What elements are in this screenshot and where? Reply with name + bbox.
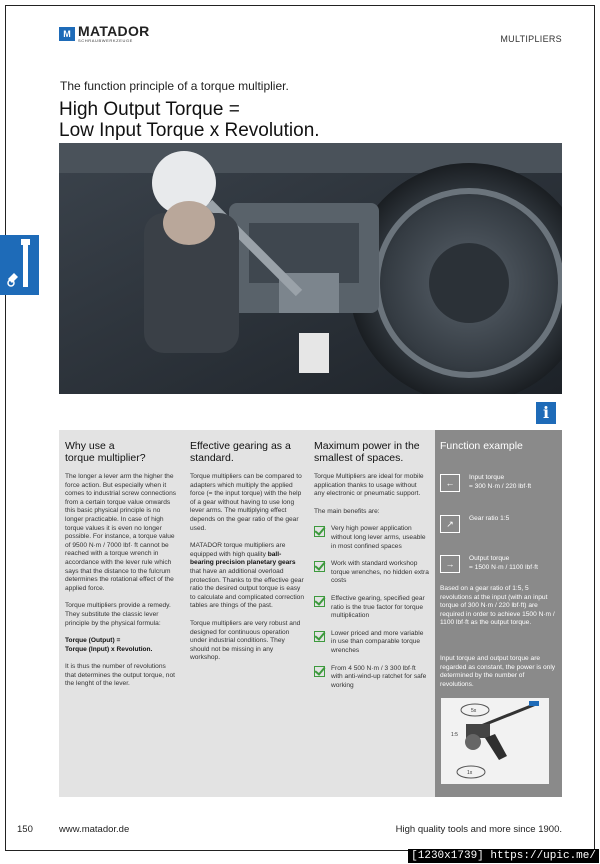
upload-watermark: [1230x1739] https://upic.me/ [408, 849, 599, 863]
checkmark-icon [314, 596, 325, 607]
brand-name: MATADOR [78, 23, 150, 39]
column-title: Why use a torque multiplier? [65, 440, 146, 464]
info-icon[interactable]: i [536, 402, 556, 424]
brand-subtitle: SCHRAUBWERKZEUGE [78, 38, 133, 43]
column-paragraph: The longer a lever arm the higher the force action. But especially when it comes to industrial screw connections from a certain torque value onwards this basic physical principle is no longer practicable. In case of high torque values it is even no longer possible. For instance, a torque value of 9500 N·m / 7000 lbf· ft cannot be reached with a torque wrench in accordance with the lever rule which says that the distance to the fulcrum determines the rotational effect of the applied force. [65, 473, 177, 592]
section-side-tab[interactable] [0, 235, 39, 295]
input-arrow-icon: ← [440, 474, 460, 492]
highlight-text: ball-bearing precision planetary gears [190, 550, 296, 567]
page-number: 150 [17, 824, 33, 835]
torque-multiplier-diagram [441, 698, 549, 784]
footer-tagline: High quality tools and more since 1900. [395, 824, 562, 835]
multiplier-illustration [441, 698, 549, 784]
hero-photo-illustration [59, 143, 562, 394]
gear-ratio-icon: ↗ [440, 515, 460, 533]
column-paragraph: Torque multipliers are very robust and designed for continuous operation under industrial conditions. They should not be missing in any workshop. [190, 619, 301, 662]
column-paragraph: MATADOR torque multipliers are equipped with high quality ball-bearing precision planetary gears that have an additional overload protection. Thanks to the effective gear ratio the desired output torque is easy to calculate and complicated correction tables are things of the past. [190, 542, 304, 610]
benefit-item: Lower priced and more variable in use than comparable torque wrenches [314, 630, 429, 656]
section-label: MULTIPLIERS [500, 34, 562, 44]
benefit-item: From 4 500 N·m / 3 300 lbf·ft with anti-wind-up ratchet for safe working [314, 665, 429, 691]
checkmark-icon [314, 561, 325, 572]
page-headline [59, 99, 320, 141]
column-title: Effective gearing as a standard. [190, 440, 291, 464]
benefit-item: Work with standard workshop torque wrenches, no hidden extra costs [314, 560, 429, 586]
matador-logo-icon: M [59, 27, 75, 41]
diagram-label: 1x [467, 770, 473, 776]
benefit-item: Very high power application without long lever arms, useable in most confined spaces [314, 525, 429, 551]
benefit-item: Effective gearing, specified gear ratio is the true factor for torque multiplication [314, 595, 429, 621]
hero-photo [59, 143, 562, 394]
column-paragraph: Torque multipliers can be compared to adapters which multiply the applied force (= the input torque) with the help of a gear without having to use long lever arms. The multiplying effect depends on the gear ratio of the gear used. [190, 473, 302, 532]
function-example-title: Function example [440, 440, 523, 452]
function-example-paragraph: Based on a gear ratio of 1:5, 5 revolutions at the input (with an input torque of 300 N·m / 220 lbf·ft) are required in order to achieve 1500 N·m / 1100 lbf·ft as the output torque. [440, 585, 555, 627]
column-paragraph: Torque multipliers provide a remedy. They substitute the classic lever principle by the physical formula: [65, 602, 171, 627]
column-paragraph: It is thus the number of revolutions that determines the output torque, not the lenght of the lever. [65, 663, 175, 688]
output-arrow-icon: → [440, 555, 460, 573]
torque-wrench-icon [0, 235, 39, 295]
formula: Torque (Output) = Torque (Input) x Revolution. [65, 637, 153, 653]
headline-line-1: High Output Torque = [59, 99, 240, 120]
column-effective-gearing [190, 440, 305, 672]
column-title: Maximum power in the smallest of spaces. [314, 440, 420, 464]
function-example-paragraph: Input torque and output torque are regarded as constant, the power is only determined by the number of revolutions. [440, 655, 556, 688]
function-example-panel [435, 430, 562, 797]
gear-ratio-row: ↗ Gear ratio 1:5 [440, 515, 509, 533]
footer-url-link[interactable]: www.matador.de [59, 824, 130, 835]
checkmark-icon [314, 526, 325, 537]
diagram-label: 5x [471, 708, 477, 714]
brand-logo[interactable] [59, 24, 150, 43]
input-torque-row: ← Input torque = 300 N·m / 220 lbf·ft [440, 474, 531, 492]
column-why-use [65, 440, 178, 698]
output-torque-row: → Output torque = 1500 N·m / 1100 lbf·ft [440, 555, 538, 573]
content-panel [59, 430, 562, 797]
checkmark-icon [314, 666, 325, 677]
column-maximum-power [314, 440, 429, 699]
intro-text: The function principle of a torque multiplier. [60, 79, 289, 93]
diagram-label: 1:5 [451, 732, 458, 738]
checkmark-icon [314, 631, 325, 642]
column-paragraph: Torque Multipliers are ideal for mobile application thanks to usage without any electronic or pneumatic support. [314, 473, 424, 498]
column-paragraph: The main benefits are: [314, 507, 380, 515]
headline-line-2: Low Input Torque x Revolution. [59, 120, 320, 141]
